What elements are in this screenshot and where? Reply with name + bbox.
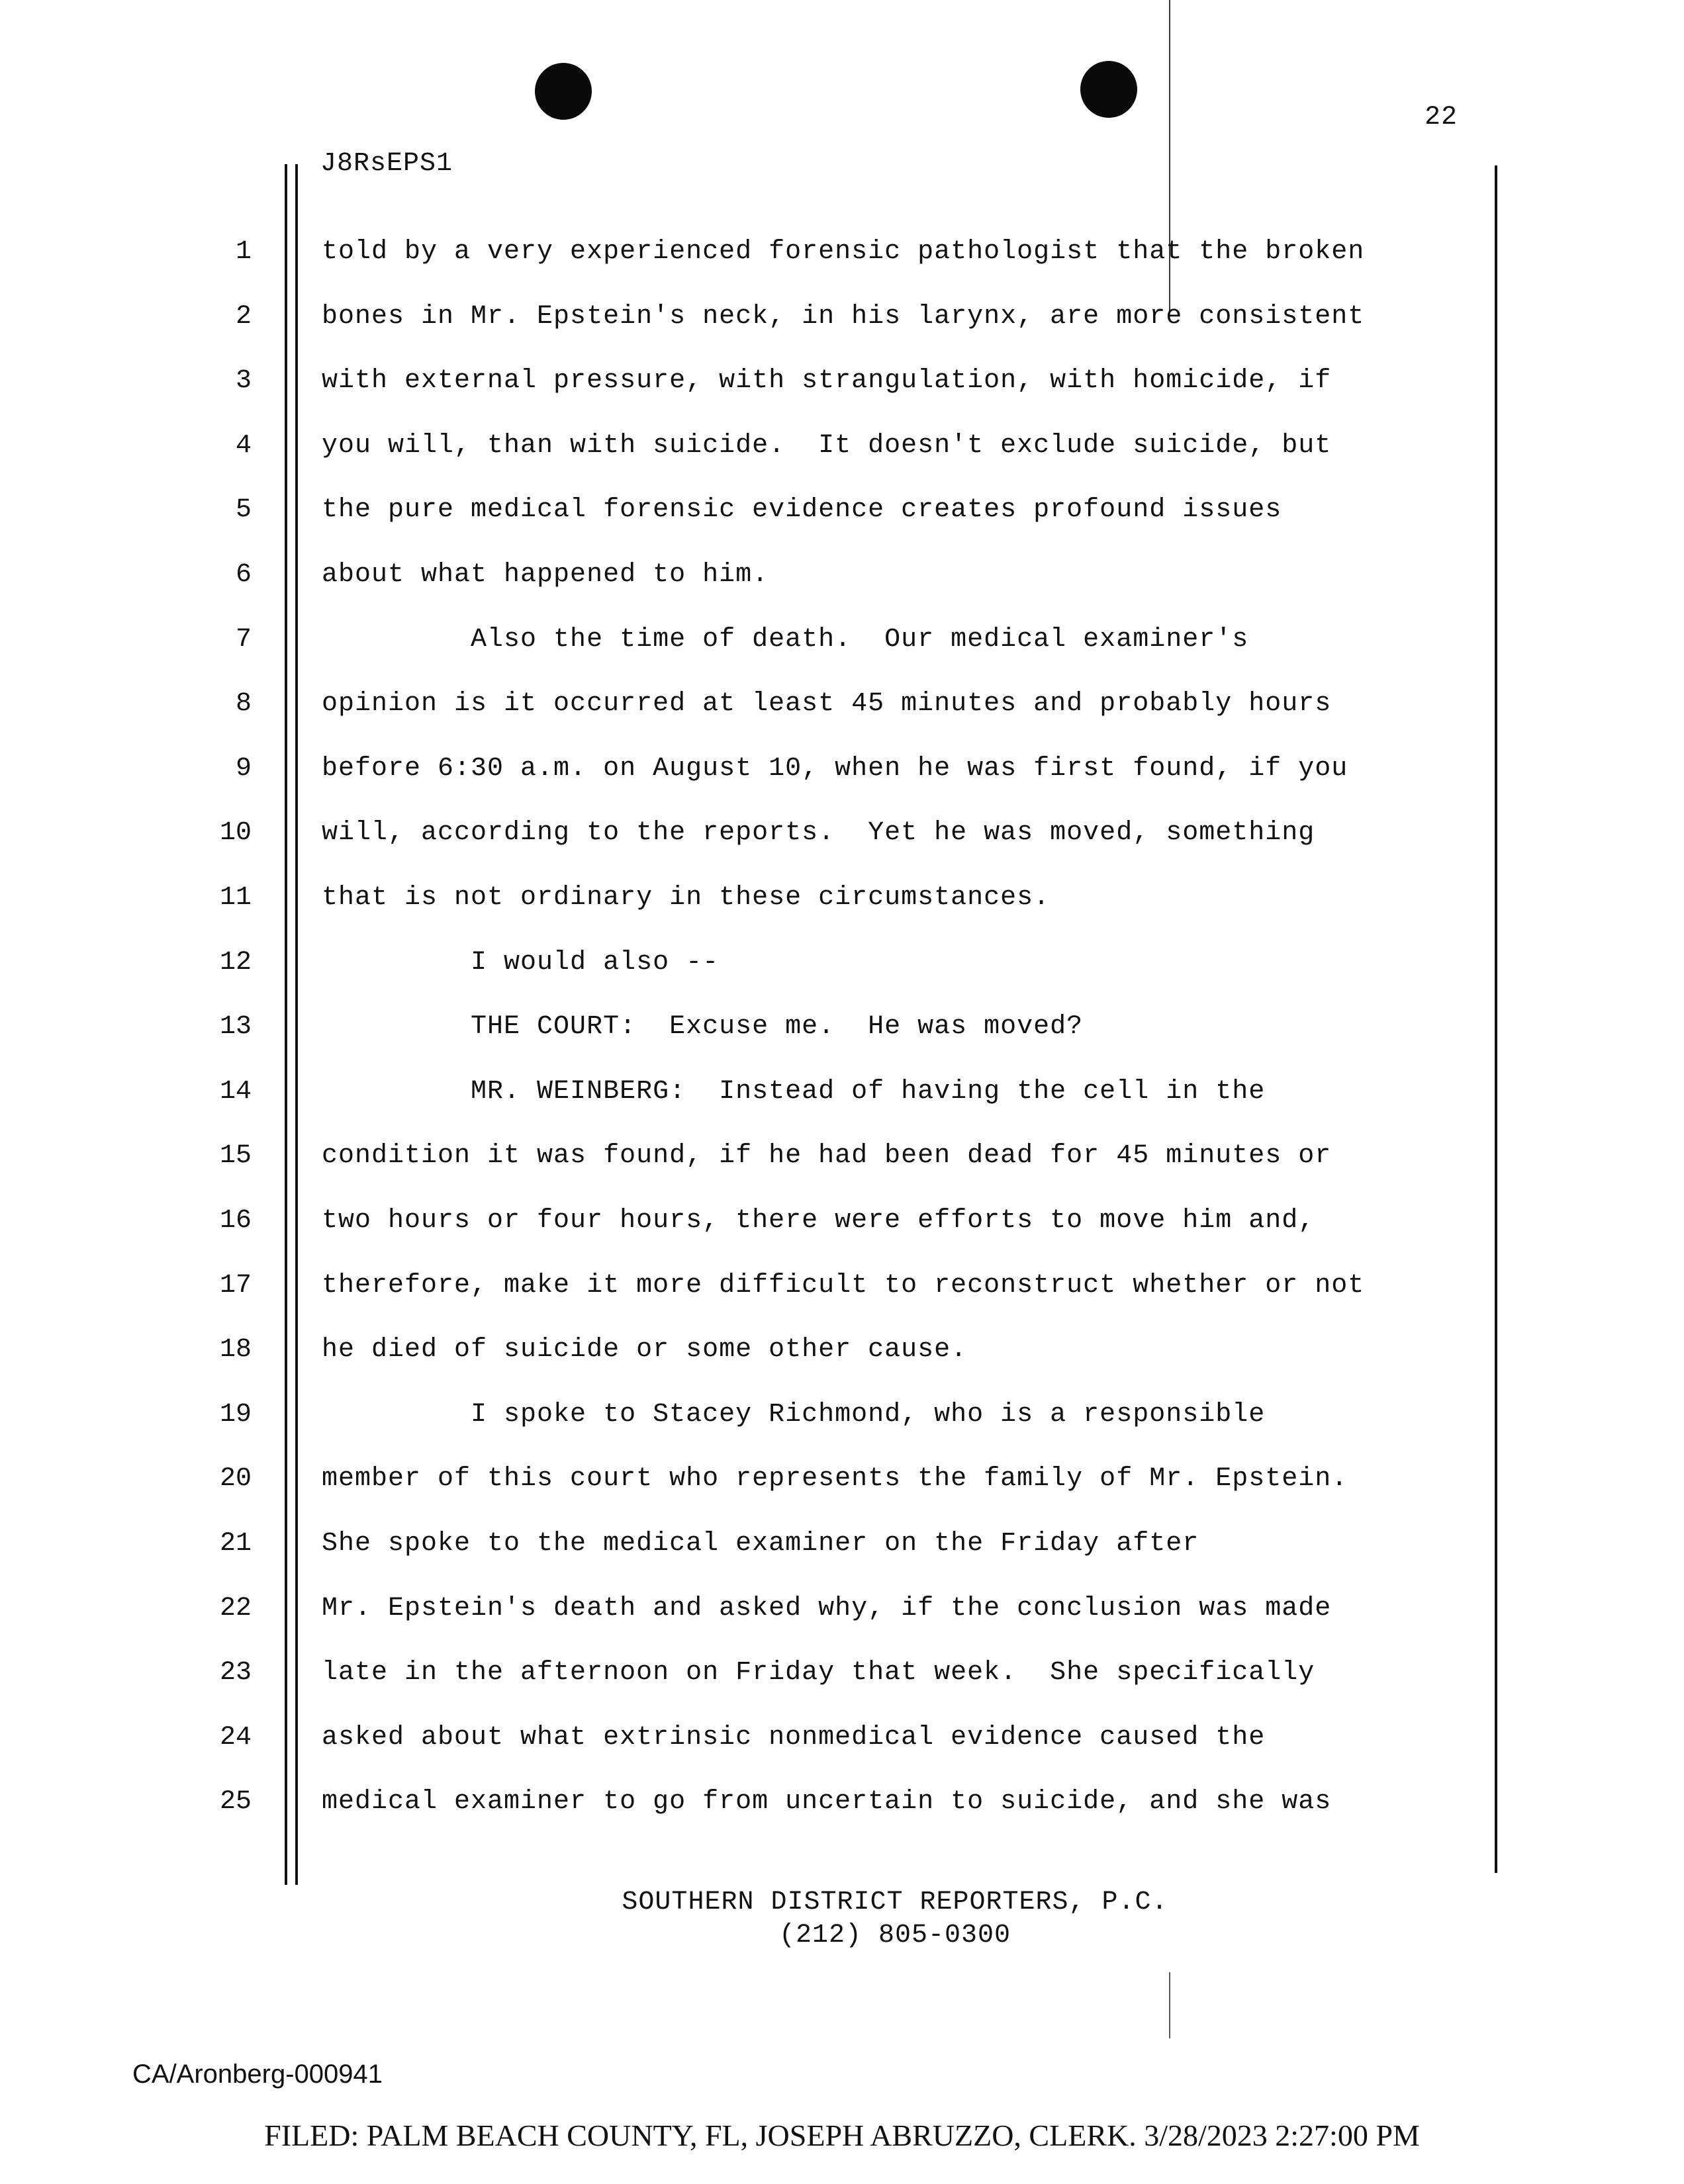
line-number: 13 [219, 1012, 252, 1042]
line-text: he died of suicide or some other cause. [322, 1335, 968, 1365]
line-text: Also the time of death. Our medical examiner's [322, 625, 1249, 655]
line-text: I would also -- [322, 948, 720, 978]
line-text: you will, than with suicide. It doesn't exclude suicide, but [322, 431, 1332, 461]
line-number: 1 [235, 237, 252, 267]
line-number: 22 [219, 1594, 252, 1623]
line-text: with external pressure, with strangulation, with homicide, if [322, 366, 1332, 396]
line-number: 7 [235, 625, 252, 655]
line-number: 19 [219, 1400, 252, 1430]
line-number: 24 [219, 1723, 252, 1752]
line-text: told by a very experienced forensic pathologist that the broken [322, 237, 1365, 267]
line-text: She spoke to the medical examiner on the Friday after [322, 1529, 1199, 1559]
reporter-phone: (212) 805-0300 [778, 1921, 1011, 1950]
line-number: 25 [219, 1787, 252, 1817]
right-margin-rule [1495, 165, 1497, 1873]
line-number: 6 [235, 560, 252, 590]
filed-stamp: FILED: PALM BEACH COUNTY, FL, JOSEPH ABRUZZO, CLERK. 3/28/2023 2:27:00 PM [264, 2118, 1420, 2152]
bates-number: CA/Aronberg-000941 [132, 2060, 383, 2089]
line-text: will, according to the reports. Yet he was moved, something [322, 818, 1315, 848]
line-number: 16 [219, 1206, 252, 1236]
line-number: 18 [219, 1335, 252, 1365]
line-text: Mr. Epstein's death and asked why, if the conclusion was made [322, 1594, 1332, 1623]
line-number: 3 [235, 366, 252, 396]
line-number: 8 [235, 689, 252, 719]
reporter-name: SOUTHERN DISTRICT REPORTERS, P.C. [622, 1888, 1168, 1917]
line-text: the pure medical forensic evidence creates profound issues [322, 495, 1282, 525]
line-number: 12 [219, 948, 252, 978]
left-margin-rule-outer [285, 164, 287, 1885]
line-text: opinion is it occurred at least 45 minutes and probably hours [322, 689, 1332, 719]
line-text: bones in Mr. Epstein's neck, in his larynx, are more consistent [322, 302, 1365, 332]
line-text: member of this court who represents the family of Mr. Epstein. [322, 1464, 1348, 1494]
line-number: 21 [219, 1529, 252, 1559]
line-text: medical examiner to go from uncertain to suicide, and she was [322, 1787, 1332, 1817]
line-text: MR. WEINBERG: Instead of having the cell in the [322, 1077, 1266, 1107]
punch-hole-left [535, 63, 592, 120]
line-text: that is not ordinary in these circumstances. [322, 883, 1051, 913]
line-number: 2 [235, 302, 252, 332]
line-text: late in the afternoon on Friday that week. She specifically [322, 1658, 1315, 1688]
left-margin-rule-inner [295, 164, 298, 1885]
line-number: 17 [219, 1271, 252, 1300]
line-number: 14 [219, 1077, 252, 1107]
line-text: I spoke to Stacey Richmond, who is a responsible [322, 1400, 1266, 1430]
page-number: 22 [1425, 103, 1458, 132]
line-number: 15 [219, 1141, 252, 1171]
line-number: 9 [235, 754, 252, 784]
line-text: THE COURT: Excuse me. He was moved? [322, 1012, 1084, 1042]
line-number: 23 [219, 1658, 252, 1688]
line-text: therefore, make it more difficult to reconstruct whether or not [322, 1271, 1365, 1300]
document-id: J8RsEPS1 [320, 149, 453, 179]
punch-hole-right [1080, 61, 1137, 118]
scan-artifact-dash [1169, 1972, 1170, 2038]
line-text: asked about what extrinsic nonmedical evidence caused the [322, 1723, 1266, 1752]
line-number: 10 [219, 818, 252, 848]
line-number: 20 [219, 1464, 252, 1494]
line-text: before 6:30 a.m. on August 10, when he was first found, if you [322, 754, 1348, 784]
line-text: about what happened to him. [322, 560, 769, 590]
line-number: 5 [235, 495, 252, 525]
line-text: two hours or four hours, there were efforts to move him and, [322, 1206, 1315, 1236]
line-number: 4 [235, 431, 252, 461]
line-text: condition it was found, if he had been dead for 45 minutes or [322, 1141, 1332, 1171]
line-number: 11 [219, 883, 252, 913]
